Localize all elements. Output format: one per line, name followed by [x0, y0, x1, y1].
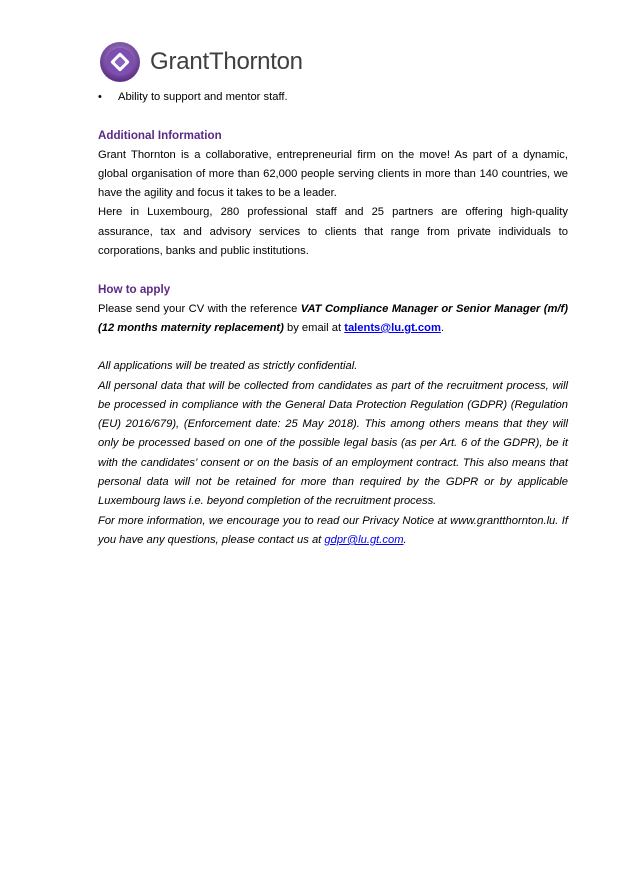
brand-part2: Thornton: [209, 48, 303, 75]
additional-info-para1: Grant Thornton is a collaborative, entrepreneurial firm on the move! As part of a dynamic, global organisation of more than 62,000 people serving clients in more than 140 countries, we have the agility and focus it takes to be a leader.: [98, 148, 568, 200]
brand-part1: Grant: [150, 48, 210, 75]
bullet-dot: •: [98, 91, 102, 103]
privacy-text-before: For more information, we encourage you to read our Privacy Notice at www.grantthornton.lu. If you have any questions, please contact us at: [98, 514, 568, 546]
grant-thornton-ring-icon: [99, 41, 141, 83]
apply-text-after: .: [440, 321, 445, 334]
document-body: [98, 88, 568, 550]
how-to-apply-text: [98, 300, 568, 339]
grant-thornton-logo: [99, 40, 303, 84]
confidential-line: All applications will be treated as strictly confidential.: [98, 360, 358, 373]
gdpr-paragraph: All personal data that will be collected from candidates as part of the recruitment process, will be processed in compliance with the General Data Protection Regulation (GDPR) (Regulation (EU) 2016/679), (Enforcement date: 25 May 2018). This among others means that they will only be processed based on one of the possible legal basis (as per Art. 6 of the GDPR), be it with the candidates’ consent or on the basis of an employment contract. This also means that personal data will not be retained for more than required by the GDPR or by applicable Luxembourg laws i.e. beyond completion of the recruitment process.: [98, 379, 568, 508]
job-reference: VAT Compliance Manager or Senior Manager (m/f) (12 months maternity replacement): [98, 302, 568, 334]
apply-text-before: Please send your CV with the reference: [98, 302, 301, 315]
how-to-apply-heading: How to apply: [98, 283, 171, 297]
bullet-text: Ability to support and mentor staff.: [118, 91, 288, 103]
privacy-paragraph: [98, 512, 568, 551]
gdpr-email-link[interactable]: gdpr@lu.gt.com: [324, 533, 404, 546]
apply-text-middle: by email at: [283, 321, 345, 334]
brand-wordmark: [150, 48, 303, 76]
bullet-item: [98, 88, 568, 107]
privacy-text-after: .: [403, 533, 407, 546]
additional-info-para2: Here in Luxembourg, 280 professional staff and 25 partners are offering high-quality assurance, tax and advisory services to clients that range from private individuals to corporations, banks and public institutions.: [98, 206, 568, 258]
additional-info-heading: Additional Information: [98, 129, 222, 143]
legal-section: [98, 357, 568, 550]
talents-email-link[interactable]: talents@lu.gt.com: [344, 321, 441, 334]
